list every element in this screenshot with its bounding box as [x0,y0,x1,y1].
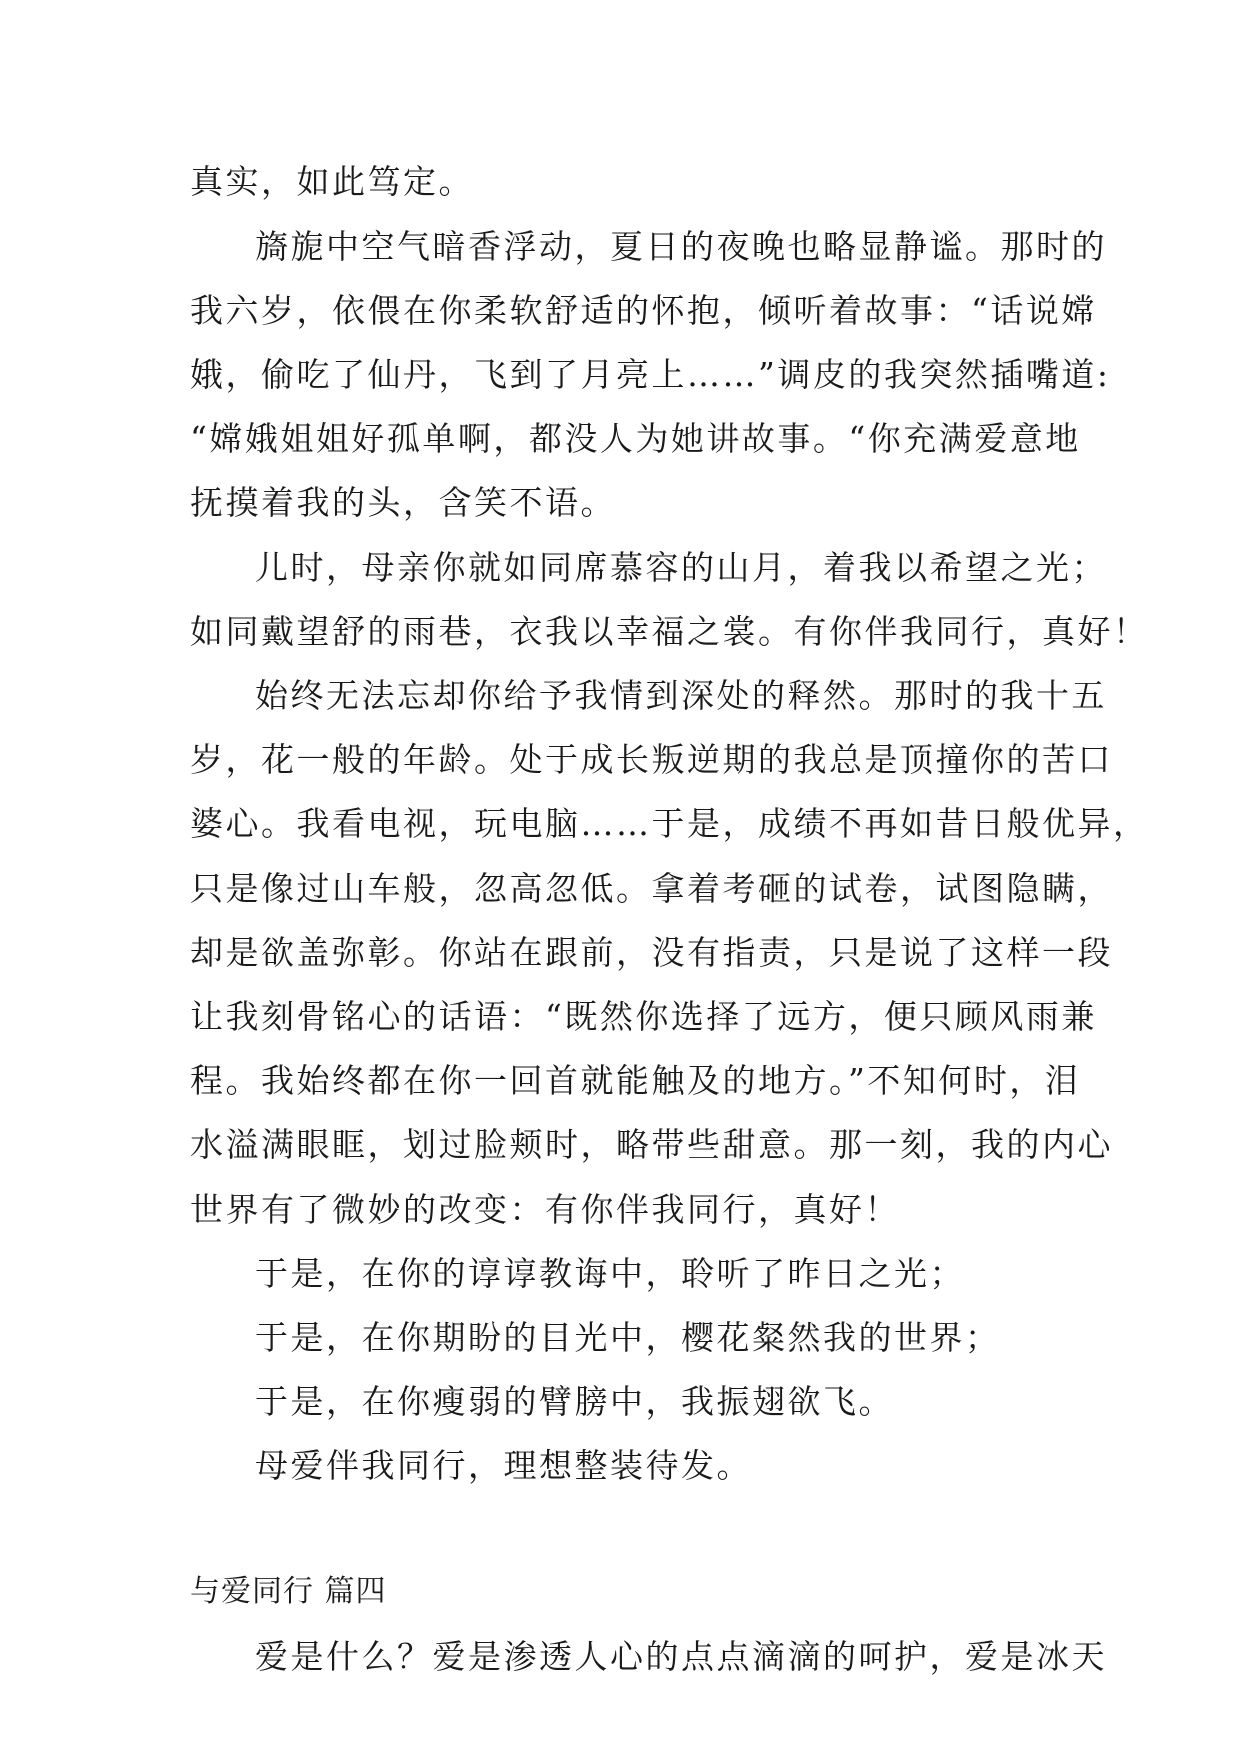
paragraph-start-line: 始终无法忘却你给予我情到深处的释然。那时的我十五 [255,676,1107,715]
text-line: 我六岁，依偎在你柔软舒适的怀抱，倾听着故事：“话说嫦 [190,291,1097,330]
text-line: 婆心。我看电视，玩电脑……于是，成绩不再如昔日般优异， [190,804,1149,843]
text-line: 抚摸着我的头，含笑不语。 [190,483,616,522]
paragraph-start-line: 旖旎中空气暗香浮动，夏日的夜晚也略显静谧。那时的 [255,227,1107,266]
paragraph-start-line: 母爱伴我同行，理想整装待发。 [255,1446,752,1485]
text-line: “嫦娥姐姐好孤单啊，都没人为她讲故事。“你充满爱意地 [190,419,1081,458]
paragraph-start-line: 于是，在你期盼的目光中，樱花粲然我的世界； [255,1318,1001,1357]
text-line: 程。我始终都在你一回首就能触及的地方。”不知何时，泪 [190,1061,1081,1100]
text-line: 岁，花一般的年龄。处于成长叛逆期的我总是顶撞你的苦口 [190,740,1113,779]
text-line: 却是欲盖弥彰。你站在跟前，没有指责，只是说了这样一段 [190,933,1113,972]
text-line: 真实，如此笃定。 [190,162,474,201]
text-line: 世界有了微妙的改变：有你伴我同行，真好！ [190,1190,900,1229]
text-line: 只是像过山车般，忽高忽低。拿着考砸的试卷，试图隐瞒， [190,869,1113,908]
paragraph-start-line: 儿时，母亲你就如同席慕容的山月，着我以希望之光； [255,548,1107,587]
paragraph-start-line: 于是，在你瘦弱的臂膀中，我振翅欲飞。 [255,1382,894,1421]
text-line: 如同戴望舒的雨巷，衣我以幸福之裳。有你伴我同行，真好！ [190,612,1149,651]
text-line: 娥，偷吃了仙丹，飞到了月亮上……”调皮的我突然插嘴道: [190,355,1111,394]
paragraph-start-line: 爱是什么？爱是渗透人心的点点滴滴的呵护，爱是冰天 [255,1637,1107,1676]
paragraph-start-line: 于是，在你的谆谆教诲中，聆听了昨日之光； [255,1254,965,1293]
text-line: 让我刻骨铭心的话语：“既然你选择了远方，便只顾风雨兼 [190,997,1097,1036]
section-heading: 与爱同行 篇四 [190,1574,387,1609]
text-line: 水溢满眼眶，划过脸颊时，略带些甜意。那一刻，我的内心 [190,1125,1113,1164]
